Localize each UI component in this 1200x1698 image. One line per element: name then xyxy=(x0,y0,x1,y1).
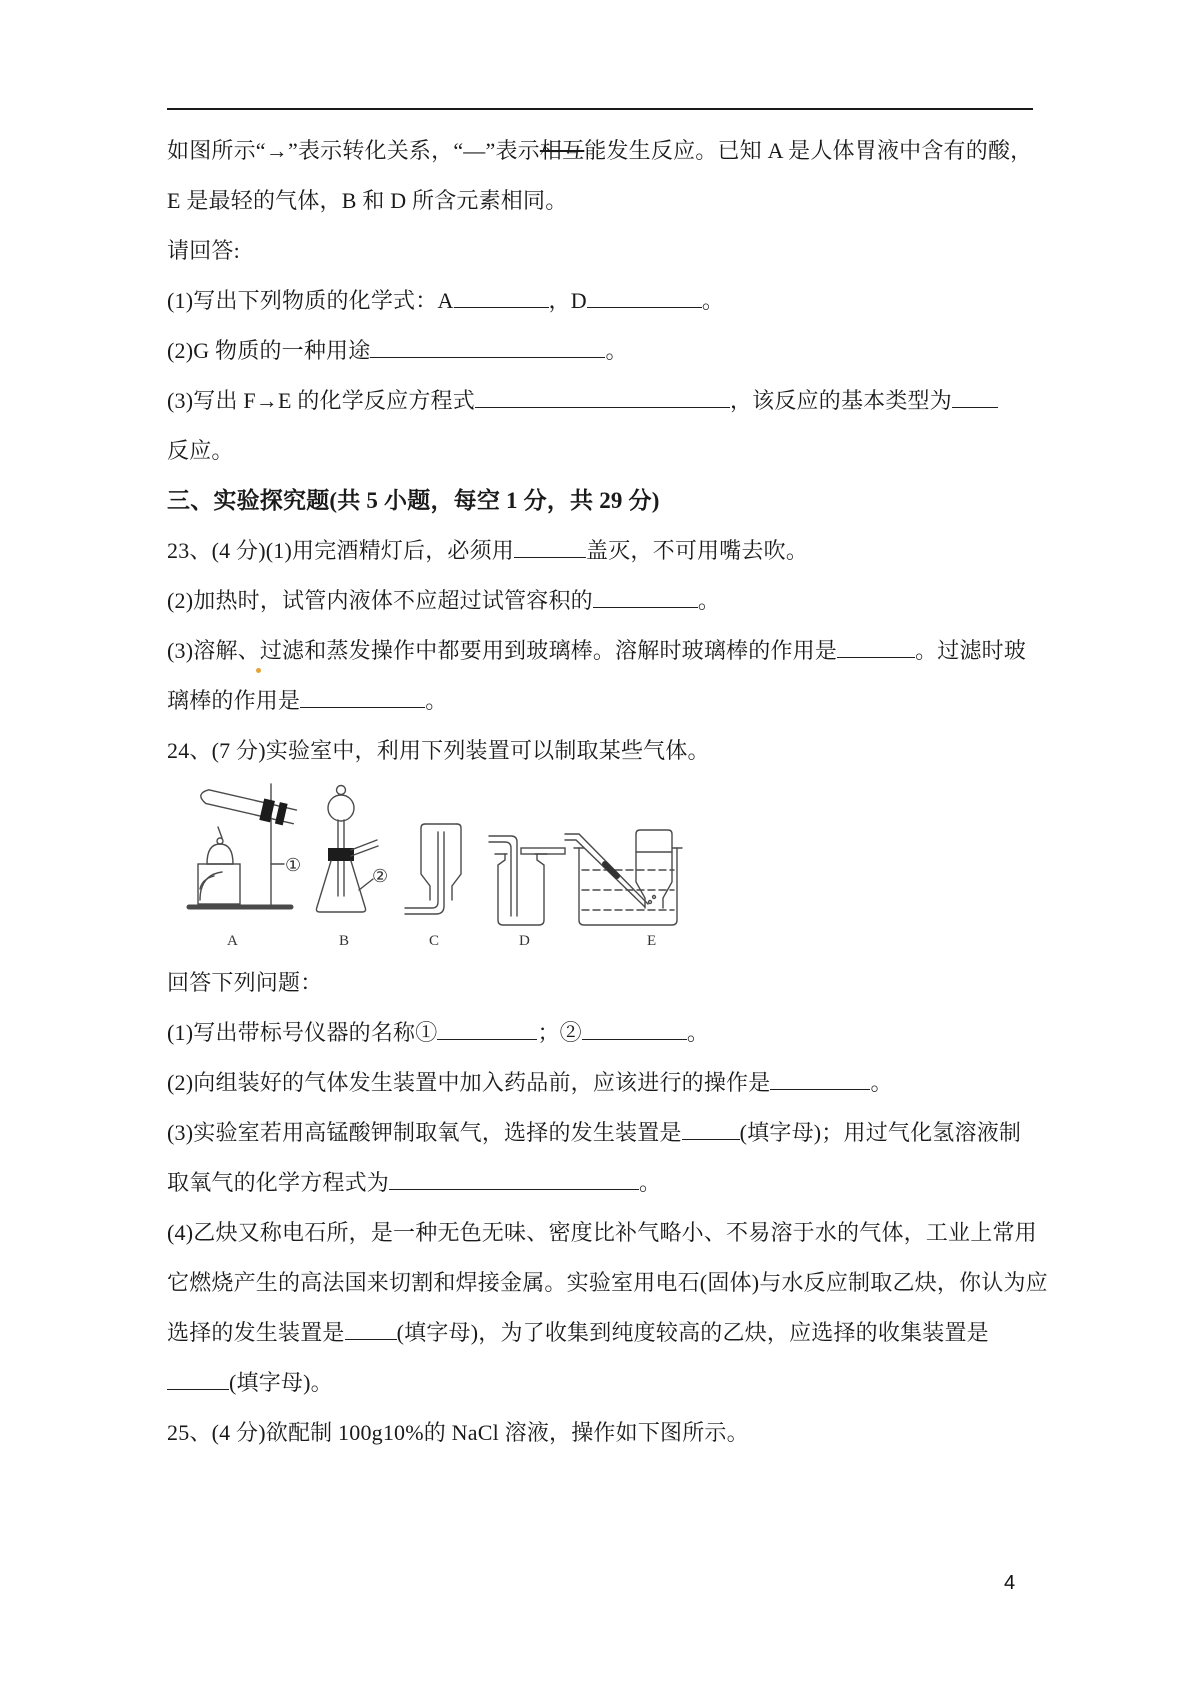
answer-blank xyxy=(345,1319,397,1340)
answer-blank xyxy=(454,287,549,308)
answer-blank xyxy=(682,1119,740,1140)
question-text: 。 xyxy=(870,1070,893,1095)
question-text: 反应。 xyxy=(167,438,234,463)
apparatus-a-heated-test-tube xyxy=(189,784,301,907)
question-text: 。 xyxy=(686,1020,710,1045)
question-text: (1)写出下列物质的化学式：A xyxy=(167,288,454,313)
answer-blank xyxy=(587,287,702,308)
question-24-part4-line-2 xyxy=(167,1258,1048,1308)
question-text: 。 xyxy=(697,588,721,613)
apparatus-label-e: E xyxy=(647,933,657,949)
answer-blank xyxy=(300,687,425,708)
answer-blank xyxy=(389,1169,639,1190)
question-text: (4)乙炔又称电石所，是一种无色无味、密度比补气略小、不易溶于水的气体，工业上常用 xyxy=(167,1220,1037,1245)
question-text: (填字母)；用过气化氢溶液制 xyxy=(739,1120,1022,1145)
rubber-stopper xyxy=(328,848,354,861)
question-23-part2 xyxy=(167,576,1033,626)
question-23-part3-line-2 xyxy=(167,676,1033,726)
question-22-part1 xyxy=(167,276,1033,326)
question-24-part4-line-3 xyxy=(167,1308,1033,1358)
question-text: 24、(7 分)实验室中，利用下列装置可以制取某些气体。 xyxy=(167,738,710,763)
question-22-intro-line-1 xyxy=(167,126,1033,176)
apparatus-label-a: A xyxy=(227,933,238,949)
answer-blank xyxy=(167,1369,229,1390)
question-24-part3-line-1 xyxy=(167,1108,1033,1158)
question-25-intro xyxy=(167,1408,1033,1458)
exam-body xyxy=(167,126,1048,1458)
question-text: 。过滤时玻 xyxy=(915,638,1027,663)
heading-text: 三、实验探究题(共 5 小题，每空 1 分，共 29 分) xyxy=(167,488,660,513)
apparatus-label-c: C xyxy=(429,933,440,949)
prompt-text: 请回答: xyxy=(167,238,240,263)
question-24-part4-line-1 xyxy=(167,1208,1037,1258)
apparatus-e-water-trough xyxy=(565,830,682,925)
question-24-part2 xyxy=(167,1058,1033,1108)
question-23-part3-line-1 xyxy=(167,626,1033,676)
prompt-text: 回答下列问题： xyxy=(167,970,323,995)
question-22-part2 xyxy=(167,326,1033,376)
answer-blank xyxy=(582,1019,687,1040)
question-24-part3-line-2 xyxy=(167,1158,1033,1208)
lab-apparatus-figure xyxy=(181,778,1033,954)
tube-dark-segment xyxy=(605,864,617,876)
answer-blank xyxy=(437,1019,537,1040)
question-22-intro-line-2 xyxy=(167,176,1033,226)
alcohol-lamp-icon xyxy=(207,827,233,864)
answer-blank xyxy=(837,637,915,658)
question-text: 。 xyxy=(425,688,448,713)
question-24-part1 xyxy=(167,1008,1033,1058)
question-text: 选择的发生装置是 xyxy=(167,1320,345,1345)
question-text: 。 xyxy=(605,338,628,363)
question-text: 盖灭，不可用嘴去吹。 xyxy=(586,538,809,563)
question-text: (3)写出 F→E 的化学反应方程式 xyxy=(167,388,475,413)
answer-blank xyxy=(475,387,730,408)
question-text: (3)溶解、过滤和蒸发操作中都要用到玻璃棒。溶解时玻璃棒的作用是 xyxy=(167,638,838,663)
question-text: 25、(4 分)欲配制 100g10%的 NaCl 溶液，操作如下图所示。 xyxy=(167,1420,749,1445)
apparatus-c-inverted-collection-bottle xyxy=(405,824,461,914)
question-text: (1)写出带标号仪器的名称① xyxy=(167,1020,438,1045)
question-text: (填字母)，为了收集到纯度较高的乙炔，应选择的收集装置是 xyxy=(396,1320,989,1345)
question-22-part3-continuation xyxy=(167,426,1033,476)
question-text: 。 xyxy=(701,288,725,313)
question-text: (2)加热时，试管内液体不应超过试管容积的 xyxy=(167,588,593,613)
apparatus-b-flask-generator xyxy=(316,786,388,913)
question-text: 璃棒的作用是 xyxy=(167,688,301,713)
wood-block xyxy=(198,864,240,904)
page-number: 4 xyxy=(1004,1572,1016,1594)
question-22-prompt xyxy=(167,226,1033,276)
question-text: 取氧气的化学方程式为 xyxy=(167,1170,390,1195)
answer-blank xyxy=(770,1069,870,1090)
question-text: (填字母)。 xyxy=(229,1370,333,1395)
question-24-prompt xyxy=(167,958,1033,1008)
intro-text: E 是最轻的气体，B 和 D 所含元素相同。 xyxy=(167,188,568,213)
answer-blank xyxy=(370,337,605,358)
question-text: ，D xyxy=(548,288,587,313)
answer-blank xyxy=(952,387,998,408)
question-22-part3 xyxy=(167,376,1033,426)
exam-page-content xyxy=(167,108,1048,1458)
answer-blank xyxy=(514,537,586,558)
apparatus-d-upright-collection-bottle xyxy=(489,836,565,925)
struck-text: 相互 xyxy=(539,138,585,163)
question-text: (3)实验室若用高锰酸钾制取氧气，选择的发生装置是 xyxy=(167,1120,682,1145)
intro-text: 能发生反应。已知 A 是人体胃液中含有的酸， xyxy=(584,138,1033,163)
question-text: 它燃烧产生的高法国来切割和焊接金属。实验室用电石(固体)与水反应制取乙炔，你认为应 xyxy=(167,1270,1048,1295)
apparatus-label-b: B xyxy=(339,933,350,949)
question-24-intro xyxy=(167,726,1033,776)
apparatus-label-d: D xyxy=(519,933,530,949)
question-text: ；② xyxy=(537,1020,582,1045)
apparatus-diagram xyxy=(181,778,726,950)
header-rule xyxy=(167,108,1033,110)
section-3-heading xyxy=(167,476,1033,526)
callout-2-label: ② xyxy=(372,866,389,886)
question-text: (2)向组装好的气体发生装置中加入药品前，应该进行的操作是 xyxy=(167,1070,771,1095)
question-text: ，该反应的基本类型为 xyxy=(729,388,952,413)
question-23-part1 xyxy=(167,526,1033,576)
cover-plate xyxy=(521,848,565,854)
question-text: (2)G 物质的一种用途 xyxy=(167,338,371,363)
intro-text: 如图所示“→”表示转化关系，“—”表示 xyxy=(167,138,540,163)
callout-1-label: ① xyxy=(285,855,302,875)
answer-blank xyxy=(593,587,698,608)
proofing-mark-dot xyxy=(256,668,261,673)
question-text: 。 xyxy=(639,1170,662,1195)
question-text: 23、(4 分)(1)用完酒精灯后，必须用 xyxy=(167,538,515,563)
question-24-part4-line-4 xyxy=(167,1358,1033,1408)
